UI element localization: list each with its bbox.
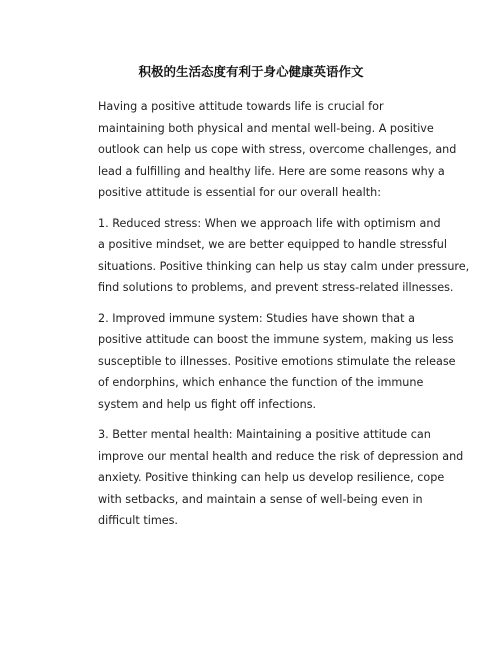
text-line: lead a fulfilling and healthy life. Here are some reasons why a	[98, 164, 445, 178]
text-line: positive attitude can boost the immune system, making us less	[98, 333, 454, 346]
text-line: situations. Positive thinking can help us stay calm under pressure,	[98, 259, 470, 273]
text-line: difficult times.	[98, 514, 178, 527]
text-line: 3. Better mental health: Maintaining a positive attitude can	[98, 428, 431, 441]
text-line: find solutions to problems, and prevent stress-related illnesses.	[98, 281, 454, 294]
text-line: system and help us fight off infections.	[98, 397, 317, 411]
text-line: 2. Improved immune system: Studies have shown that a	[98, 311, 415, 325]
text-line: maintaining both physical and mental well-being. A positive	[98, 121, 434, 135]
document-title: 积极的生活态度有利于身心健康英语作文	[138, 64, 364, 79]
text-line: anxiety. Positive thinking can help us develop resilience, cope	[98, 471, 445, 484]
text-line: 1. Reduced stress: When we approach life with optimism and	[98, 216, 441, 230]
paragraph-immune-system	[74, 308, 456, 416]
text-line: with setbacks, and maintain a sense of well-being even in	[98, 492, 423, 506]
document-body	[74, 96, 470, 541]
text-line: a positive mindset, we are better equipped to handle stressful	[98, 238, 447, 251]
text-line: positive attitude is essential for our overall health:	[98, 186, 382, 199]
text-line: outlook can help us cope with stress, overcome challenges, and	[98, 143, 457, 156]
text-line: of endorphins, which enhance the function of the immune	[98, 376, 424, 389]
paragraph-intro	[74, 96, 457, 204]
paragraph-reduced-stress	[74, 213, 470, 299]
text-line: susceptible to illnesses. Positive emotions stimulate the release	[98, 354, 456, 368]
paragraph-mental-health	[74, 424, 464, 532]
text-line: Having a positive attitude towards life is crucial for	[98, 100, 384, 113]
text-line: improve our mental health and reduce the risk of depression and	[98, 449, 464, 463]
